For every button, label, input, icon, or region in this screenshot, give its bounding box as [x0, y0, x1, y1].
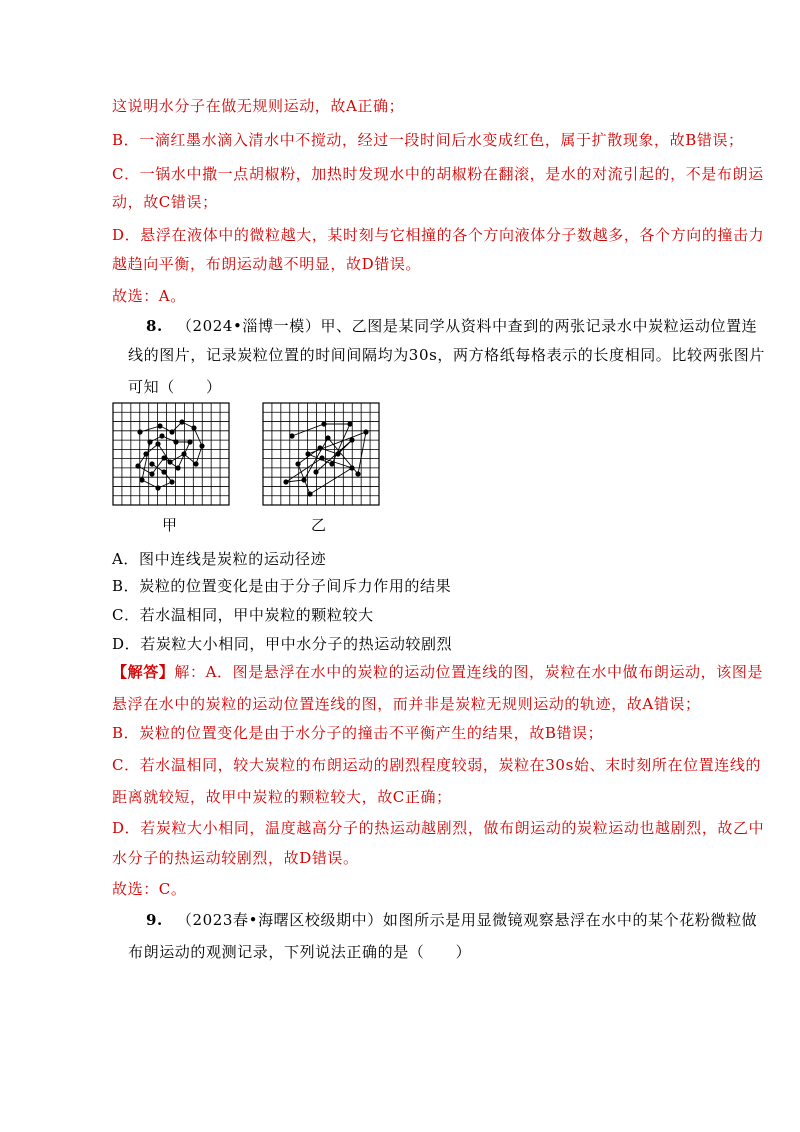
prev-answer-line-3: C．一锅水中撒一点胡椒粉，加热时发现水中的胡椒粉在翻滚，是水的对流引起的，不是布朗运	[112, 165, 764, 183]
q8-stem-text-1: （2024•淄博一模）甲、乙图是某同学从资料中查到的两张记录水中炭粒运动位置连	[176, 317, 758, 335]
q8-answer-conclusion: 故选：C。	[112, 880, 187, 898]
q8-answer-line-3: B．炭粒的位置变化是由于水分子的撞击不平衡产生的结果，故B错误；	[112, 724, 604, 742]
answer-label: 【解答】	[112, 663, 175, 681]
q9-stem-text-1: （2023春•海曙区校级期中）如图所示是用显微镜观察悬浮在水中的某个花粉微粒做	[176, 911, 758, 929]
q8-answer-text-1: 解：A．图是悬浮在水中的炭粒的运动位置连线的图，炭粒在水中做布朗运动，该图是	[174, 663, 764, 681]
q8-number: 8.	[146, 317, 163, 335]
q8-answer-line-6: D．若炭粒大小相同，温度越高分子的热运动越剧烈，做布朗运动的炭粒运动也越剧烈，故乙中	[112, 819, 765, 837]
prev-answer-conclusion: 故选：A。	[112, 287, 186, 305]
q8-stem-line-2: 线的图片，记录炭粒位置的时间间隔均为30s，两方格纸每格表示的长度相同。比较两张图片	[128, 346, 765, 364]
prev-answer-line-2: B．一滴红墨水滴入清水中不搅动，经过一段时间后水变成红色，属于扩散现象，故B错误；	[112, 131, 744, 149]
q8-option-d: D．若炭粒大小相同，甲中水分子的热运动较剧烈	[112, 635, 453, 653]
prev-answer-line-1: 这说明水分子在做无规则运动，故A正确；	[112, 97, 405, 115]
q9-stem-line-1	[146, 910, 757, 930]
q8-answer-line-7: 水分子的热运动较剧烈，故D错误。	[112, 849, 359, 867]
q8-answer-line-1	[112, 662, 763, 682]
q8-option-b: B．炭粒的位置变化是由于分子间斥力作用的结果	[112, 577, 452, 595]
figure-yi-grid	[262, 402, 380, 506]
q8-answer-line-4: C．若水温相同，较大炭粒的布朗运动的剧烈程度较弱，炭粒在30s始、末时刻所在位置连线的	[112, 756, 762, 774]
prev-answer-line-4: 动，故C错误；	[112, 193, 218, 211]
q8-stem-line-1	[146, 316, 757, 336]
figure-jia-caption: 甲	[162, 516, 178, 534]
prev-answer-line-5: D．悬浮在液体中的微粒越大，某时刻与它相撞的各个方向液体分子数越多，各个方向的撞击力	[112, 226, 765, 244]
q9-number: 9.	[146, 911, 163, 929]
q8-stem-line-3: 可知（ ）	[128, 378, 222, 396]
q8-answer-line-2: 悬浮在水中的炭粒的运动位置连线的图，而并非是炭粒无规则运动的轨迹，故A错误；	[112, 695, 701, 713]
q8-option-c: C．若水温相同，甲中炭粒的颗粒较大	[112, 606, 374, 624]
figure-yi-caption: 乙	[311, 516, 327, 534]
q9-stem-line-2: 布朗运动的观测记录，下列说法正确的是（ ）	[128, 943, 472, 961]
q8-answer-line-5: 距离就较短，故甲中炭粒的颗粒较大，故C正确；	[112, 788, 452, 806]
q8-option-a: A．图中连线是炭粒的运动径迹	[112, 550, 327, 568]
prev-answer-line-6: 越趋向平衡，布朗运动越不明显，故D错误。	[112, 255, 422, 273]
figure-jia-grid	[112, 402, 230, 506]
